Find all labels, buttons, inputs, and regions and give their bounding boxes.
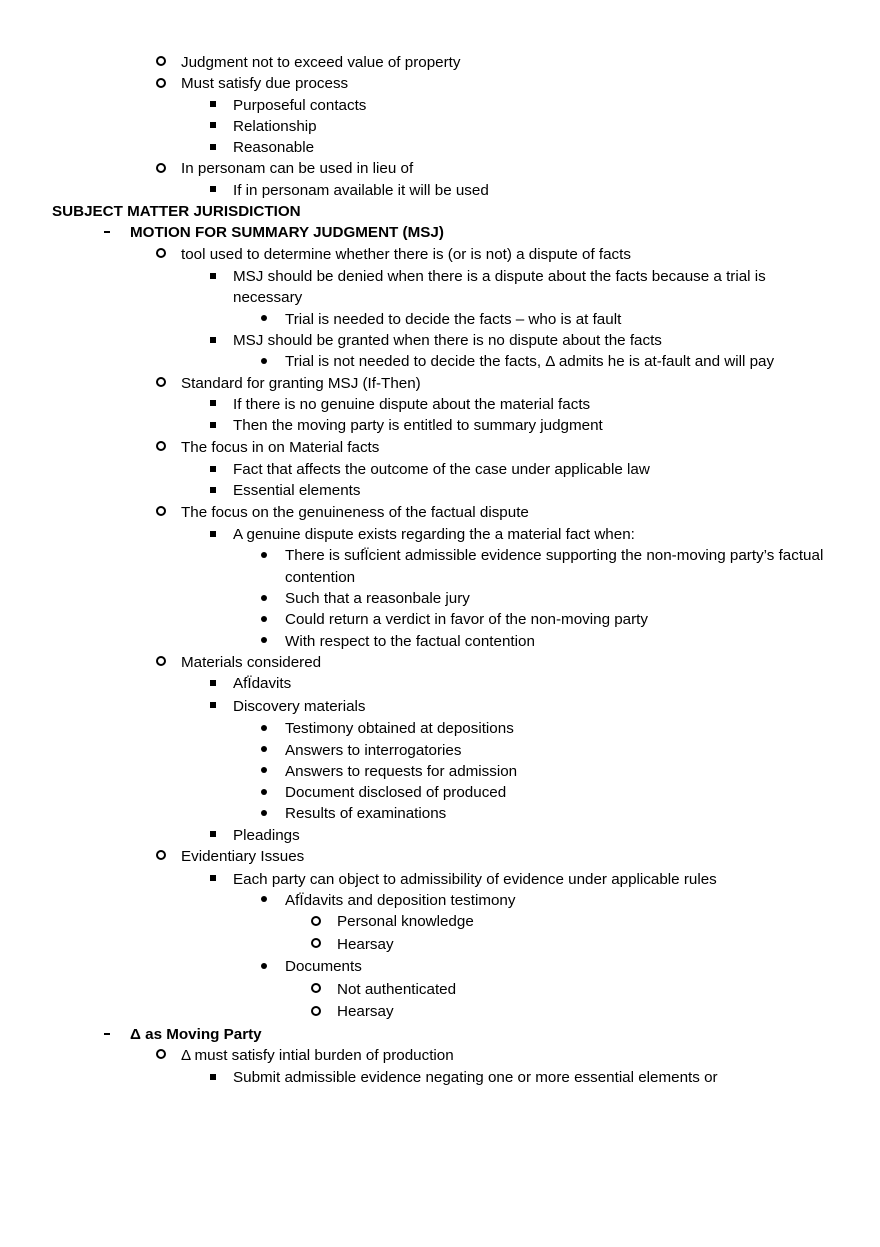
list-item — [0, 825, 880, 846]
list-item — [0, 330, 880, 351]
dash-bullet-icon — [97, 222, 117, 243]
square-bullet-icon — [203, 266, 223, 287]
square-bullet-icon — [203, 459, 223, 480]
list-item-text: Purposeful contacts — [233, 96, 367, 114]
list-item-text: Answers to interrogatories — [285, 741, 462, 759]
list-item — [0, 956, 880, 979]
hollow-circle-bullet-icon — [306, 979, 326, 1002]
list-item-text: AfÏdavits and deposition testimony — [285, 891, 516, 909]
filled-bullet-icon — [254, 890, 274, 911]
square-bullet-icon — [203, 330, 223, 351]
hollow-circle-bullet-icon — [151, 437, 171, 460]
list-item-text: Reasonable — [233, 139, 315, 157]
list-item-text: Pleadings — [233, 826, 300, 844]
hollow-circle-bullet-icon — [306, 911, 326, 934]
hollow-circle-bullet-icon — [151, 652, 171, 673]
list-item — [0, 222, 880, 243]
list-item-text: The focus in on Material facts — [181, 438, 380, 456]
filled-bullet-icon — [254, 545, 274, 566]
filled-bullet-icon — [254, 956, 274, 979]
square-bullet-icon — [203, 116, 223, 137]
list-item — [0, 73, 880, 94]
list-item — [0, 934, 880, 957]
list-item — [0, 137, 880, 158]
filled-bullet-icon — [254, 803, 274, 824]
hollow-circle-bullet-icon — [151, 373, 171, 394]
list-item-text: Results of examinations — [285, 805, 447, 823]
square-bullet-icon — [203, 480, 223, 501]
list-item-text: Fact that affects the outcome of the case under applicable law — [233, 461, 650, 479]
filled-bullet-icon — [254, 631, 274, 652]
hollow-circle-bullet-icon — [306, 934, 326, 957]
subheading-text: Δ as Moving Party — [130, 1025, 262, 1043]
list-item — [0, 1024, 880, 1045]
list-item-text: In personam can be used in lieu of — [181, 160, 414, 178]
list-item — [0, 116, 880, 137]
list-item — [0, 588, 880, 609]
hollow-circle-bullet-icon — [306, 1001, 326, 1024]
list-item — [0, 373, 880, 394]
square-bullet-icon — [203, 180, 223, 201]
list-item — [0, 95, 880, 116]
square-bullet-icon — [203, 1067, 223, 1090]
list-item — [0, 673, 880, 696]
list-item-text: Discovery materials — [233, 697, 366, 715]
list-item-text: tool used to determine whether there is (or is not) a dispute of facts — [181, 245, 631, 263]
list-item-text: Documents — [285, 958, 362, 976]
filled-bullet-icon — [254, 782, 274, 803]
subheading-text: MOTION FOR SUMMARY JUDGMENT (MSJ) — [130, 224, 444, 242]
list-item — [0, 911, 880, 934]
list-item — [0, 1045, 880, 1068]
list-item — [0, 631, 880, 652]
list-item — [0, 524, 880, 545]
list-item — [0, 502, 880, 525]
list-item-text: Must satisfy due process — [181, 75, 349, 93]
list-item-text: Not authenticated — [337, 980, 457, 998]
list-item-text: Trial is needed to decide the facts – who is at fault — [285, 310, 622, 328]
list-item-text: Δ must satisfy intial burden of production — [181, 1046, 454, 1064]
list-item — [0, 437, 880, 460]
list-item-text: If in personam available it will be used — [233, 181, 489, 199]
list-item-text: Then the moving party is entitled to summary judgment — [233, 417, 603, 435]
filled-bullet-icon — [254, 609, 274, 630]
list-item — [0, 718, 880, 739]
hollow-circle-bullet-icon — [151, 846, 171, 869]
square-bullet-icon — [203, 696, 223, 719]
square-bullet-icon — [203, 415, 223, 436]
list-item-text: Relationship — [233, 117, 317, 135]
list-item — [0, 761, 880, 782]
list-item-text: Hearsay — [337, 1003, 394, 1021]
filled-bullet-icon — [254, 761, 274, 782]
dash-bullet-icon — [97, 1024, 117, 1045]
document-page — [0, 52, 880, 1090]
list-item-text: Materials considered — [181, 653, 322, 671]
square-bullet-icon — [203, 137, 223, 158]
filled-bullet-icon — [254, 588, 274, 609]
list-item — [0, 1067, 880, 1090]
square-bullet-icon — [203, 394, 223, 415]
list-item-text: Could return a verdict in favor of the non-moving party — [285, 611, 648, 629]
section-heading — [0, 201, 880, 222]
list-item — [0, 480, 880, 501]
list-item — [0, 652, 880, 673]
list-item — [0, 1001, 880, 1024]
list-item — [0, 52, 880, 73]
square-bullet-icon — [203, 869, 223, 890]
list-item — [0, 609, 880, 630]
list-item — [0, 351, 880, 372]
list-item — [0, 782, 880, 803]
list-item — [0, 309, 880, 330]
square-bullet-icon — [203, 95, 223, 116]
hollow-circle-bullet-icon — [151, 73, 171, 94]
filled-bullet-icon — [254, 718, 274, 739]
list-item — [0, 803, 880, 824]
list-item-text: Such that a reasonbale jury — [285, 590, 470, 608]
list-item-text: Answers to requests for admission — [285, 762, 518, 780]
list-item-text: Personal knowledge — [337, 913, 474, 931]
list-item — [0, 545, 880, 588]
list-item-text: Judgment not to exceed value of property — [181, 54, 461, 71]
list-item — [0, 890, 880, 911]
list-item-text: The focus on the genuineness of the factual dispute — [181, 503, 529, 521]
list-item-text: Evidentiary Issues — [181, 848, 305, 865]
list-item — [0, 459, 880, 480]
list-item-text: With respect to the factual contention — [285, 632, 535, 650]
list-item-text: MSJ should be denied when there is a dispute about the facts because a trial is necessary — [233, 268, 766, 307]
list-item — [0, 415, 880, 436]
list-item-text: Essential elements — [233, 482, 361, 500]
list-item-text: Trial is not needed to decide the facts, Δ admits he is at-fault and will pay — [285, 353, 775, 371]
list-item — [0, 869, 880, 890]
list-item-text: Testimony obtained at depositions — [285, 720, 514, 738]
filled-bullet-icon — [254, 740, 274, 761]
list-item-text: Submit admissible evidence negating one or more essential elements or — [233, 1069, 718, 1087]
list-item — [0, 846, 880, 869]
list-item — [0, 979, 880, 1002]
list-item — [0, 266, 880, 309]
list-item-text: Hearsay — [337, 935, 394, 953]
list-item-text: Document disclosed of produced — [285, 784, 507, 802]
hollow-circle-bullet-icon — [151, 1045, 171, 1068]
hollow-circle-bullet-icon — [151, 52, 171, 73]
square-bullet-icon — [203, 673, 223, 696]
section-heading-text: SUBJECT MATTER JURISDICTION — [52, 203, 301, 221]
square-bullet-icon — [203, 524, 223, 545]
list-item-text: AfÏdavits — [233, 675, 292, 693]
list-item — [0, 394, 880, 415]
list-item — [0, 740, 880, 761]
filled-bullet-icon — [254, 351, 274, 372]
list-item-text: Standard for granting MSJ (If-Then) — [181, 374, 421, 392]
list-item — [0, 158, 880, 179]
list-item-text: A genuine dispute exists regarding the a material fact when: — [233, 526, 635, 544]
list-item-text: MSJ should be granted when there is no dispute about the facts — [233, 332, 662, 350]
list-item — [0, 696, 880, 719]
list-item-text: There is sufÏcient admissible evidence supporting the non-moving party’s factual contention — [285, 547, 824, 586]
square-bullet-icon — [203, 825, 223, 846]
list-item-text: Each party can object to admissibility of evidence under applicable rules — [233, 870, 717, 888]
list-item — [0, 244, 880, 267]
filled-bullet-icon — [254, 309, 274, 330]
list-item-text: If there is no genuine dispute about the material facts — [233, 395, 591, 413]
hollow-circle-bullet-icon — [151, 244, 171, 267]
hollow-circle-bullet-icon — [151, 502, 171, 525]
hollow-circle-bullet-icon — [151, 158, 171, 179]
list-item — [0, 180, 880, 201]
